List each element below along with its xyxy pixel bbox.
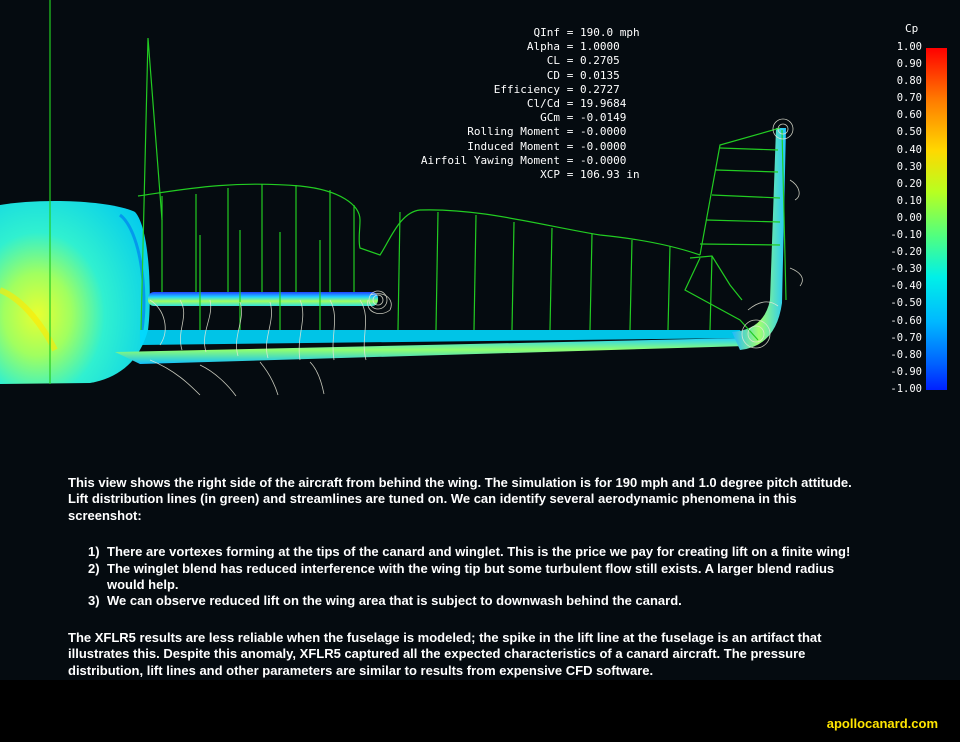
cp-tick-label: -0.30: [890, 263, 922, 276]
readout-equals: =: [566, 125, 574, 139]
cp-tick-label: 0.70: [896, 92, 922, 105]
readout-row: [392, 111, 640, 125]
canard: [148, 292, 378, 306]
observation-number: 3): [88, 593, 100, 609]
readout-equals: =: [566, 68, 574, 82]
readout-value: 0.0135: [580, 68, 620, 82]
cp-tick-label: 0.80: [896, 75, 922, 88]
cp-tick-label: -0.50: [890, 297, 922, 310]
observation-text: There are vortexes forming at the tips of the canard and winglet. This is the price we pay for creating lift on a finite wing!: [107, 544, 851, 560]
cp-tick-label: 1.00: [896, 41, 922, 53]
cp-tick-label: 0.20: [896, 177, 922, 190]
readout-value: 1.0000: [580, 40, 620, 54]
cp-tick-label: -0.40: [890, 280, 922, 293]
caption-outro: The XFLR5 results are less reliable when the fuselage is modeled; the spike in the lift line at the fuselage is an artifact that illustrates this. Despite this anomaly, XFLR5 captured all the expected characteristics of a canard aircraft. The pressure distribution, lift lines and other parameters are similar to results from expensive CFD software.: [68, 629, 822, 678]
cp-tick-label: -0.20: [890, 246, 922, 259]
readout-row: [392, 168, 640, 182]
results-readout: [392, 26, 640, 182]
readout-row: [392, 54, 640, 68]
cp-color-scale: [926, 48, 947, 390]
readout-value: -0.0149: [580, 111, 627, 125]
readout-label: Cl/Cd: [526, 97, 560, 111]
cp-tick-label: 0.40: [896, 143, 922, 156]
observation-text: We can observe reduced lift on the wing area that is subject to downwash behind the canard.: [107, 593, 682, 609]
readout-row: [392, 97, 640, 111]
readout-label: CL: [546, 54, 560, 68]
cp-tick-label: 0.00: [896, 211, 922, 224]
readout-label: Airfoil Yawing Moment: [420, 153, 560, 167]
readout-row: [392, 26, 640, 40]
readout-value: -0.0000: [580, 139, 627, 153]
readout-label: Rolling Moment: [467, 125, 560, 139]
observation-item: [88, 544, 868, 560]
cp-tick-label: -1.00: [890, 382, 922, 395]
readout-label: Efficiency: [493, 82, 560, 96]
readout-value: 190.0 mph: [580, 26, 640, 39]
cp-tick-label: 0.30: [896, 160, 922, 173]
readout-value: 0.2705: [580, 54, 620, 68]
cp-tick-label: -0.80: [890, 348, 922, 361]
cp-tick-label: -0.70: [890, 331, 922, 344]
readout-equals: =: [566, 82, 574, 96]
readout-row: [392, 154, 640, 168]
cp-tick-label: 0.60: [896, 109, 922, 122]
readout-equals: =: [566, 139, 574, 153]
readout-row: [392, 69, 640, 83]
cp-tick-label: -0.10: [890, 229, 922, 242]
observation-list: [68, 544, 868, 610]
cp-legend-title: Cp: [905, 22, 919, 35]
readout-row: [392, 40, 640, 54]
readout-label: QInf: [533, 26, 560, 39]
readout-row: [392, 83, 640, 97]
main-wing: [115, 330, 746, 364]
winglet: [732, 128, 786, 350]
readout-equals: =: [566, 153, 574, 167]
brand-link[interactable]: apollocanard.com: [826, 716, 938, 731]
observation-item: [88, 593, 868, 609]
readout-label: XCP: [540, 168, 560, 182]
readout-row: [392, 140, 640, 154]
readout-equals: =: [566, 26, 574, 39]
cp-tick-label: 0.10: [896, 194, 922, 207]
readout-label: CD: [546, 68, 560, 82]
readout-value: -0.0000: [580, 125, 627, 139]
readout-label: Alpha: [526, 40, 560, 54]
caption-intro: This view shows the right side of the aircraft from behind the wing. The simulation is for 190 mph and 1.0 degree pitch attitude. Lift distribution lines (in green) and streamlines are tuned on. We can identify several aerodynamic phenomena in this screenshot:: [68, 475, 852, 523]
observation-number: 2): [88, 560, 100, 576]
observation-item: [88, 561, 868, 594]
readout-equals: =: [566, 168, 574, 182]
readout-value: -0.0000: [580, 153, 627, 167]
description-text: [68, 475, 868, 699]
cp-tick-label: 0.50: [896, 126, 922, 139]
observation-number: 1): [88, 544, 100, 560]
cp-tick-label: 0.90: [896, 58, 922, 71]
readout-value: 0.2727: [580, 82, 620, 96]
readout-value: 106.93 in: [580, 168, 640, 182]
observation-text: The winglet blend has reduced interference with the wing tip but some turbulent flow still exists. A larger blend radius would help.: [107, 560, 835, 593]
readout-value: 19.9684: [580, 97, 627, 111]
readout-equals: =: [566, 54, 574, 68]
readout-row: [392, 125, 640, 139]
readout-label: GCm: [540, 111, 560, 125]
cp-legend-ticks: [880, 40, 922, 399]
readout-label: Induced Moment: [467, 139, 560, 153]
readout-equals: =: [566, 111, 574, 125]
readout-equals: =: [566, 97, 574, 111]
cp-tick-label: -0.90: [890, 365, 922, 378]
readout-equals: =: [566, 40, 574, 54]
cp-tick-label: -0.60: [890, 314, 922, 327]
